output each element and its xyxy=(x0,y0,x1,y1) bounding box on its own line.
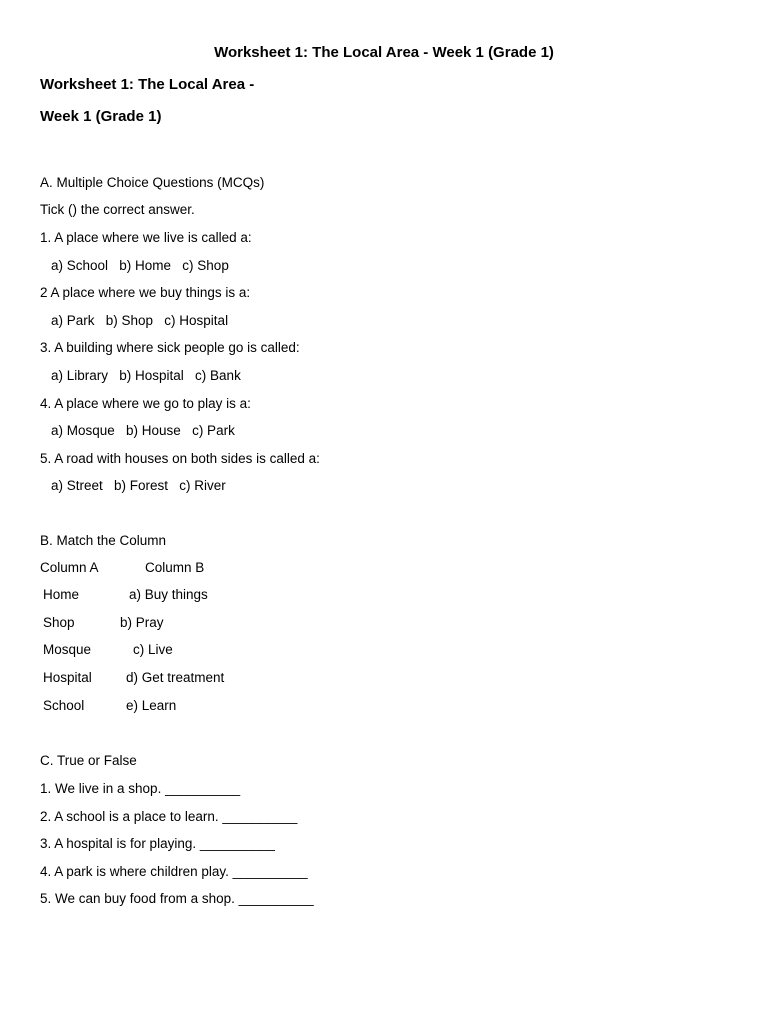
section-b-heading: B. Match the Column xyxy=(40,533,167,548)
mcq-question: 4. A place where we go to play is a: xyxy=(40,396,251,411)
worksheet-title-line-1: Worksheet 1: The Local Area - xyxy=(40,76,255,93)
true-false-item: 2. A school is a place to learn. __________ xyxy=(40,809,298,824)
match-column-a-item: Home xyxy=(43,587,80,602)
match-column-b-item: b) Pray xyxy=(120,615,164,630)
mcq-question: 3. A building where sick people go is called: xyxy=(40,340,300,355)
section-a-heading: A. Multiple Choice Questions (MCQs) xyxy=(40,175,265,190)
section-c-heading: C. True or False xyxy=(40,753,137,768)
match-column-b-item: e) Learn xyxy=(126,698,177,713)
section-a-instruction: Tick () the correct answer. xyxy=(40,202,195,217)
header-title: Worksheet 1: The Local Area - Week 1 (Grade 1) xyxy=(214,44,554,61)
mcq-options: a) Street b) Forest c) River xyxy=(51,478,226,493)
true-false-item: 1. We live in a shop. __________ xyxy=(40,781,241,796)
mcq-options: a) Park b) Shop c) Hospital xyxy=(51,313,229,328)
match-column-a-item: Hospital xyxy=(43,670,92,685)
mcq-options: a) Library b) Hospital c) Bank xyxy=(51,368,241,383)
match-column-a-item: Shop xyxy=(43,615,75,630)
match-column-b-item: c) Live xyxy=(133,642,173,657)
mcq-options: a) School b) Home c) Shop xyxy=(51,258,229,273)
worksheet-title-line-2: Week 1 (Grade 1) xyxy=(40,108,162,125)
mcq-question: 1. A place where we live is called a: xyxy=(40,230,252,245)
match-column-a-item: School xyxy=(43,698,85,713)
true-false-item: 3. A hospital is for playing. __________ xyxy=(40,836,275,851)
match-column-b-item: a) Buy things xyxy=(129,587,208,602)
true-false-item: 5. We can buy food from a shop. __________ xyxy=(40,891,314,906)
match-column-a-item: Mosque xyxy=(43,642,92,657)
mcq-question: 5. A road with houses on both sides is called a: xyxy=(40,451,320,466)
mcq-question: 2 A place where we buy things is a: xyxy=(40,285,251,300)
column-a-header: Column A xyxy=(40,560,99,575)
true-false-item: 4. A park is where children play. __________ xyxy=(40,864,308,879)
column-b-header: Column B xyxy=(145,560,205,575)
mcq-options: a) Mosque b) House c) Park xyxy=(51,423,235,438)
match-column-b-item: d) Get treatment xyxy=(126,670,225,685)
